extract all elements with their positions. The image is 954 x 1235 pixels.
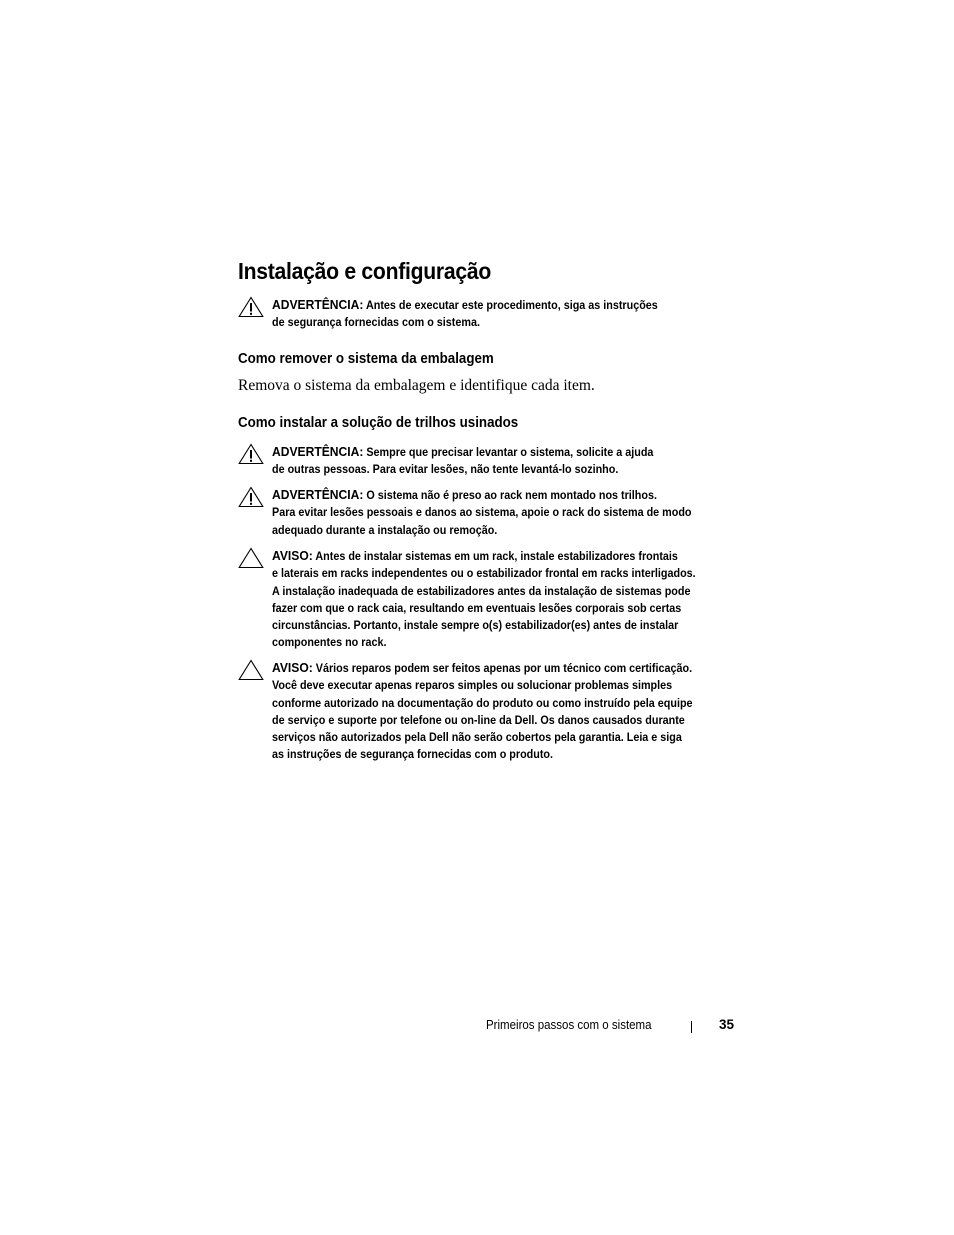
notice-line-text: fazer com que o rack caia, resultando em eventuais lesões corporais sob certas: [272, 601, 682, 615]
notice-text: [272, 547, 728, 652]
notice-line-text: Antes de executar este procedimento, siga as instruções: [365, 299, 658, 312]
notice-first-line: [272, 443, 728, 461]
notice-first-line: [272, 547, 728, 565]
warning-exclamation-icon: [238, 486, 264, 508]
notice-line-text: Sempre que precisar levantar o sistema, solicite a ajuda: [366, 446, 654, 459]
notice-label: AVISO:: [272, 548, 313, 563]
notice-text: [272, 486, 728, 539]
page-title: Instalação e configuração: [238, 258, 491, 284]
section-heading: Como remover o sistema da embalagem: [238, 351, 494, 367]
notice-text: [272, 443, 728, 479]
notice-text: [272, 296, 728, 332]
notice-label: ADVERTÊNCIA:: [272, 444, 364, 459]
notice-line-text: de segurança fornecidas com o sistema.: [272, 316, 480, 330]
notice-line-text: Vários reparos podem ser feitos apenas por um técnico com certificação.: [315, 662, 693, 675]
page-number: 35: [719, 1017, 735, 1032]
notice-first-line: [272, 486, 728, 504]
notice-line-text: e laterais em racks independentes ou o estabilizador frontal em racks interligados.: [272, 567, 696, 581]
notice-line-text: Você deve executar apenas reparos simples ou solucionar problemas simples: [272, 679, 673, 693]
notice-text: [272, 659, 728, 764]
warning-exclamation-icon: [238, 296, 264, 318]
notice-first-line: [272, 659, 728, 677]
notice-line-text: de outras pessoas. Para evitar lesões, não tente levantá-lo sozinho.: [272, 463, 619, 477]
caution-triangle-icon: [238, 547, 264, 569]
notice-line-text: serviços não autorizados pela Dell não serão cobertos pela garantia. Leia e siga: [272, 731, 682, 745]
notice-label: AVISO:: [272, 660, 313, 675]
section-heading: Como instalar a solução de trilhos usinados: [238, 415, 519, 431]
notice-line-text: A instalação inadequada de estabilizadores antes da instalação de sistemas pode: [272, 584, 691, 598]
notice-line-text: conforme autorizado na documentação do produto ou como instruído pela equipe: [272, 696, 693, 710]
warning-exclamation-icon: [238, 443, 264, 465]
notice-line-text: circunstâncias. Portanto, instale sempre o(s) estabilizador(es) antes de instalar: [272, 619, 679, 633]
notice-line-text: as instruções de segurança fornecidas com o produto.: [272, 748, 554, 762]
notice-line-text: O sistema não é preso ao rack nem montado nos trilhos.: [366, 489, 657, 502]
caution-triangle-icon: [238, 659, 264, 681]
notice-line-text: componentes no rack.: [272, 636, 387, 650]
footer-title: Primeiros passos com o sistema: [486, 1018, 652, 1032]
notice-line-text: de serviço e suporte por telefone ou on-line da Dell. Os danos causados durante: [272, 713, 685, 727]
notice-line-text: Antes de instalar sistemas em um rack, instale estabilizadores frontais: [315, 550, 678, 563]
body-paragraph: Remova o sistema da embalagem e identifique cada item.: [238, 377, 595, 394]
notice-label: ADVERTÊNCIA:: [272, 487, 364, 502]
footer-divider: [691, 1021, 692, 1033]
notice-first-line: [272, 296, 728, 314]
notice-line-text: Para evitar lesões pessoais e danos ao sistema, apoie o rack do sistema de modo: [272, 506, 692, 520]
notice-line-text: adequado durante a instalação ou remoção.: [272, 523, 498, 537]
notice-label: ADVERTÊNCIA:: [272, 297, 364, 312]
